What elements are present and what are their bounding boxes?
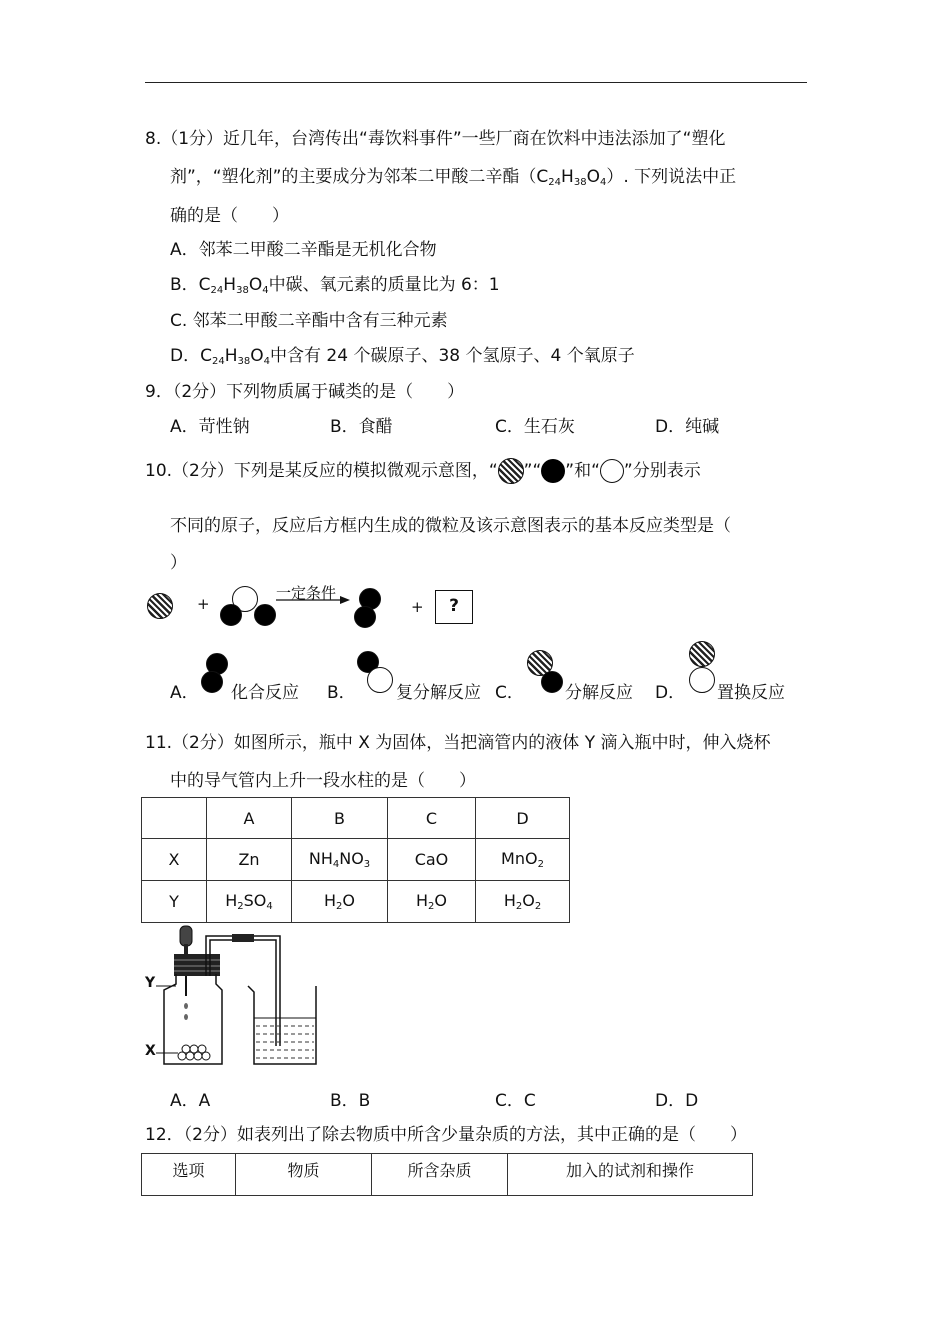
q11-option-c: C．C — [495, 1091, 536, 1111]
table-header-cell: B — [292, 798, 388, 839]
q10-option-b-letter: B． — [327, 683, 356, 703]
table-header-cell: 物质 — [236, 1154, 372, 1196]
label-x: X — [145, 1043, 156, 1059]
formula: $C_{24}H_{38}O_4$ — [200, 346, 270, 367]
hatched-atom — [689, 641, 715, 667]
table-header-cell: C — [388, 798, 476, 839]
q10-line3: ） — [170, 553, 187, 573]
table-header-cell: A — [207, 798, 292, 839]
q8-line3: 确的是（ ） — [170, 206, 289, 226]
formula: $C_{24}H_{38}O_4$ — [536, 167, 607, 188]
table-header-cell: 所含杂质 — [372, 1154, 508, 1196]
q9-option-d: D．纯碱 — [655, 417, 720, 437]
header-rule — [145, 82, 807, 83]
q11-option-b: B．B — [330, 1091, 371, 1111]
q8-option-a: A．邻苯二甲酸二辛酯是无机化合物 — [170, 240, 437, 260]
q9-option-a: A．苛性钠 — [170, 417, 250, 437]
q10-option-d-text: 置换反应 — [717, 683, 785, 703]
plus-sign: + — [411, 598, 424, 616]
reaction-condition: 一定条件 — [276, 584, 337, 602]
table-header-cell: 选项 — [142, 1154, 236, 1196]
q10-option-a-text: 化合反应 — [231, 683, 299, 703]
q8-line1: 8.（1分）近几年，台湾传出“毒饮料事件”一些厂商在饮料中违法添加了“塑化 — [145, 129, 726, 149]
q10-option-c-letter: C． — [495, 683, 524, 703]
q8-line2: 剂”，“塑化剂”的主要成分为邻苯二甲酸二辛酯$(C_{24}H_{38}O_4)$. 下列说法中正 — [170, 167, 737, 188]
q10-option-d-letter: D． — [655, 683, 686, 703]
q10-option-b-text: 复分解反应 — [396, 683, 481, 703]
black-atom — [254, 604, 276, 626]
reaction-arrow — [276, 594, 350, 606]
white-atom-icon — [600, 459, 624, 483]
q11-option-a: A．A — [170, 1091, 211, 1111]
q8-option-c: C. 邻苯二甲酸二辛酯中含有三种元素 — [170, 311, 448, 331]
plus-sign: + — [197, 595, 210, 613]
table-cell-h2so4: $H_2SO_4$ — [207, 881, 292, 923]
table-cell: Y — [142, 881, 207, 923]
black-atom — [354, 606, 376, 628]
formula: $C_{24}H_{38}O_4$ — [198, 275, 269, 296]
table-header-cell: 加入的试剂和操作 — [508, 1154, 753, 1196]
table-cell: X — [142, 839, 207, 881]
white-atom — [367, 667, 393, 693]
table-cell: CaO — [388, 839, 476, 881]
hatched-atom-icon — [498, 458, 524, 484]
table-header-cell: D — [476, 798, 570, 839]
q11-line1: 11.（2分）如图所示，瓶中 X 为固体，当把滴管内的液体 Y 滴入瓶中时，伸入烧杯 — [145, 733, 771, 753]
table-cell-h2o2: $H_2O_2$ — [476, 881, 570, 923]
q11-option-d: D．D — [655, 1091, 699, 1111]
answer-box: ? — [435, 590, 473, 624]
q10-line2: 不同的原子，反应后方框内生成的微粒及该示意图表示的基本反应类型是（ — [170, 516, 731, 536]
q11-line2: 中的导气管内上升一段水柱的是（ ） — [170, 771, 476, 791]
table-cell-nh4no3: $NH_4NO_3$ — [292, 839, 388, 881]
q11-table — [141, 797, 570, 923]
hatched-atom — [147, 593, 173, 619]
q10-option-a-letter: A． — [170, 683, 199, 703]
table-cell-h2o: $H_2O$ — [292, 881, 388, 923]
q9-stem: 9．（2分）下列物质属于碱类的是（ ） — [145, 382, 465, 402]
q10-stem: 10.（2分）下列是某反应的模拟微观示意图，“ ”“ ”和“ ”分别表示 — [145, 456, 701, 484]
black-atom-icon — [541, 459, 565, 483]
table-cell: Zn — [207, 839, 292, 881]
table-header-cell — [142, 798, 207, 839]
label-y: Y — [145, 975, 156, 991]
q10-option-c-text: 分解反应 — [565, 683, 633, 703]
q12-table — [141, 1153, 753, 1196]
black-atom — [541, 671, 563, 693]
q8-option-b: B．$C_{24}H_{38}O_4$中碳、氧元素的质量比为 6：1 — [170, 275, 500, 296]
q8-option-d: D．$C_{24}H_{38}O_4$中含有 24 个碳原子、38 个氢原子、4 个氧原子 — [170, 346, 635, 367]
table-cell-mno2: MnO$_2$ — [476, 839, 570, 881]
q12-stem: 12．（2分）如表列出了除去物质中所含少量杂质的方法，其中正确的是（ ） — [145, 1125, 747, 1145]
black-atom — [201, 671, 223, 693]
table-cell-h2o: $H_2O$ — [388, 881, 476, 923]
black-atom — [220, 604, 242, 626]
q9-option-c: C．生石灰 — [495, 417, 575, 437]
white-atom — [689, 667, 715, 693]
apparatus-figure — [140, 924, 330, 1066]
q9-option-b: B．食醋 — [330, 417, 393, 437]
